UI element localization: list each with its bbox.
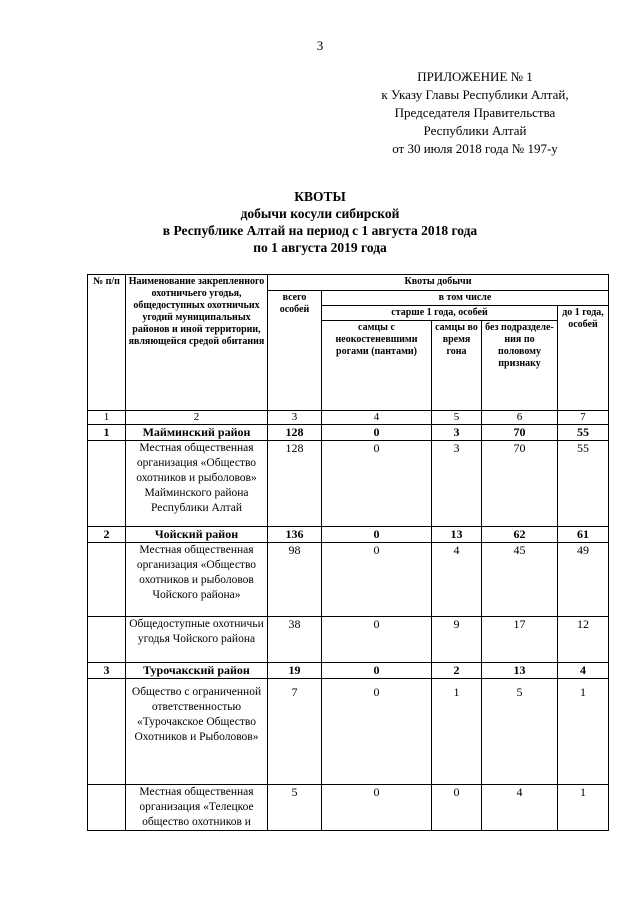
row-males: 0 <box>322 425 432 441</box>
row-total: 19 <box>268 663 322 679</box>
row-num <box>88 785 126 831</box>
row-no-sex: 45 <box>482 543 558 617</box>
page-number: 3 <box>316 38 324 53</box>
row-num: 2 <box>88 527 126 543</box>
row-total: 98 <box>268 543 322 617</box>
appendix-line: Республики Алтай <box>423 123 527 138</box>
column-number: 1 <box>88 411 126 425</box>
table-row <box>88 663 609 679</box>
row-males-rut: 1 <box>432 679 482 785</box>
row-total: 38 <box>268 617 322 663</box>
header-young: до 1 года, особей <box>558 306 609 411</box>
header-quotas: Квоты добычи <box>268 275 609 291</box>
row-males: 0 <box>322 527 432 543</box>
header-name: Наименование закрепленного охотничьего угодья, общедоступных охотничьих угодий муниципальных районов и иной территории, являющейся средой обитания <box>126 275 268 411</box>
title-line: КВОТЫ <box>294 189 346 204</box>
row-num <box>88 679 126 785</box>
title-line: по 1 августа 2019 года <box>253 240 387 255</box>
column-number: 4 <box>322 411 432 425</box>
row-no-sex: 4 <box>482 785 558 831</box>
table-row <box>88 679 609 785</box>
column-number: 5 <box>432 411 482 425</box>
appendix-line: ПРИЛОЖЕНИЕ № 1 <box>417 69 533 84</box>
row-num <box>88 617 126 663</box>
table-row <box>88 785 609 831</box>
row-males: 0 <box>322 441 432 527</box>
row-name: Общество с ограниченной ответственностью «Турочакское Общество Охотников и Рыболовов» <box>126 679 268 785</box>
column-number: 6 <box>482 411 558 425</box>
appendix-block <box>360 68 590 158</box>
row-males-rut: 0 <box>432 785 482 831</box>
row-name: Чойский район <box>126 527 268 543</box>
row-young: 1 <box>558 785 609 831</box>
row-num: 1 <box>88 425 126 441</box>
header-total: всего особей <box>268 291 322 411</box>
row-no-sex: 13 <box>482 663 558 679</box>
row-males-rut: 4 <box>432 543 482 617</box>
row-total: 128 <box>268 441 322 527</box>
row-young: 61 <box>558 527 609 543</box>
row-no-sex: 17 <box>482 617 558 663</box>
column-number: 3 <box>268 411 322 425</box>
row-young: 55 <box>558 441 609 527</box>
row-males: 0 <box>322 543 432 617</box>
row-name: Турочакский район <box>126 663 268 679</box>
row-males-rut: 9 <box>432 617 482 663</box>
row-no-sex: 5 <box>482 679 558 785</box>
row-young: 49 <box>558 543 609 617</box>
row-males: 0 <box>322 679 432 785</box>
row-name: Местная общественная организация «Телецкое общество охотников и <box>126 785 268 831</box>
row-no-sex: 62 <box>482 527 558 543</box>
row-males-rut: 13 <box>432 527 482 543</box>
column-numbers-row <box>88 411 609 425</box>
row-males-rut: 3 <box>432 425 482 441</box>
appendix-line: Председателя Правительства <box>394 105 556 120</box>
table-row <box>88 425 609 441</box>
row-num: 3 <box>88 663 126 679</box>
row-young: 4 <box>558 663 609 679</box>
row-name: Местная общественная организация «Общество охотников и рыболовов» Майминского района Республики Алтай <box>126 441 268 527</box>
row-males-rut: 3 <box>432 441 482 527</box>
row-no-sex: 70 <box>482 425 558 441</box>
row-no-sex: 70 <box>482 441 558 527</box>
header-num: № п/п <box>88 275 126 411</box>
row-num <box>88 543 126 617</box>
title-line: добычи косули сибирской <box>240 206 400 221</box>
header-older: старше 1 года, особей <box>322 306 558 321</box>
document-title <box>100 188 540 256</box>
table-row <box>88 617 609 663</box>
row-num <box>88 441 126 527</box>
header-males: самцы с неокостеневшими рогами (пантами) <box>322 321 432 411</box>
table-row <box>88 543 609 617</box>
row-name: Общедоступные охотничьи угодья Чойского района <box>126 617 268 663</box>
row-young: 1 <box>558 679 609 785</box>
row-males: 0 <box>322 617 432 663</box>
column-number: 7 <box>558 411 609 425</box>
table-row <box>88 527 609 543</box>
header-males-rut: самцы во время гона <box>432 321 482 411</box>
column-number: 2 <box>126 411 268 425</box>
row-young: 12 <box>558 617 609 663</box>
row-males-rut: 2 <box>432 663 482 679</box>
row-name: Майминский район <box>126 425 268 441</box>
row-males: 0 <box>322 663 432 679</box>
row-total: 5 <box>268 785 322 831</box>
quota-table <box>87 274 609 831</box>
appendix-line: к Указу Главы Республики Алтай, <box>381 87 569 102</box>
title-line: в Республике Алтай на период с 1 августа 2018 года <box>162 223 478 238</box>
appendix-line: от 30 июля 2018 года № 197-у <box>392 141 558 156</box>
row-total: 7 <box>268 679 322 785</box>
row-name: Местная общественная организация «Общество охотников и рыболовов Чойского района» <box>126 543 268 617</box>
header-no-sex: без подразделе- ния по половому признаку <box>482 321 558 411</box>
row-total: 136 <box>268 527 322 543</box>
header-including: в том числе <box>322 291 609 306</box>
row-males: 0 <box>322 785 432 831</box>
row-total: 128 <box>268 425 322 441</box>
row-young: 55 <box>558 425 609 441</box>
table-row <box>88 441 609 527</box>
